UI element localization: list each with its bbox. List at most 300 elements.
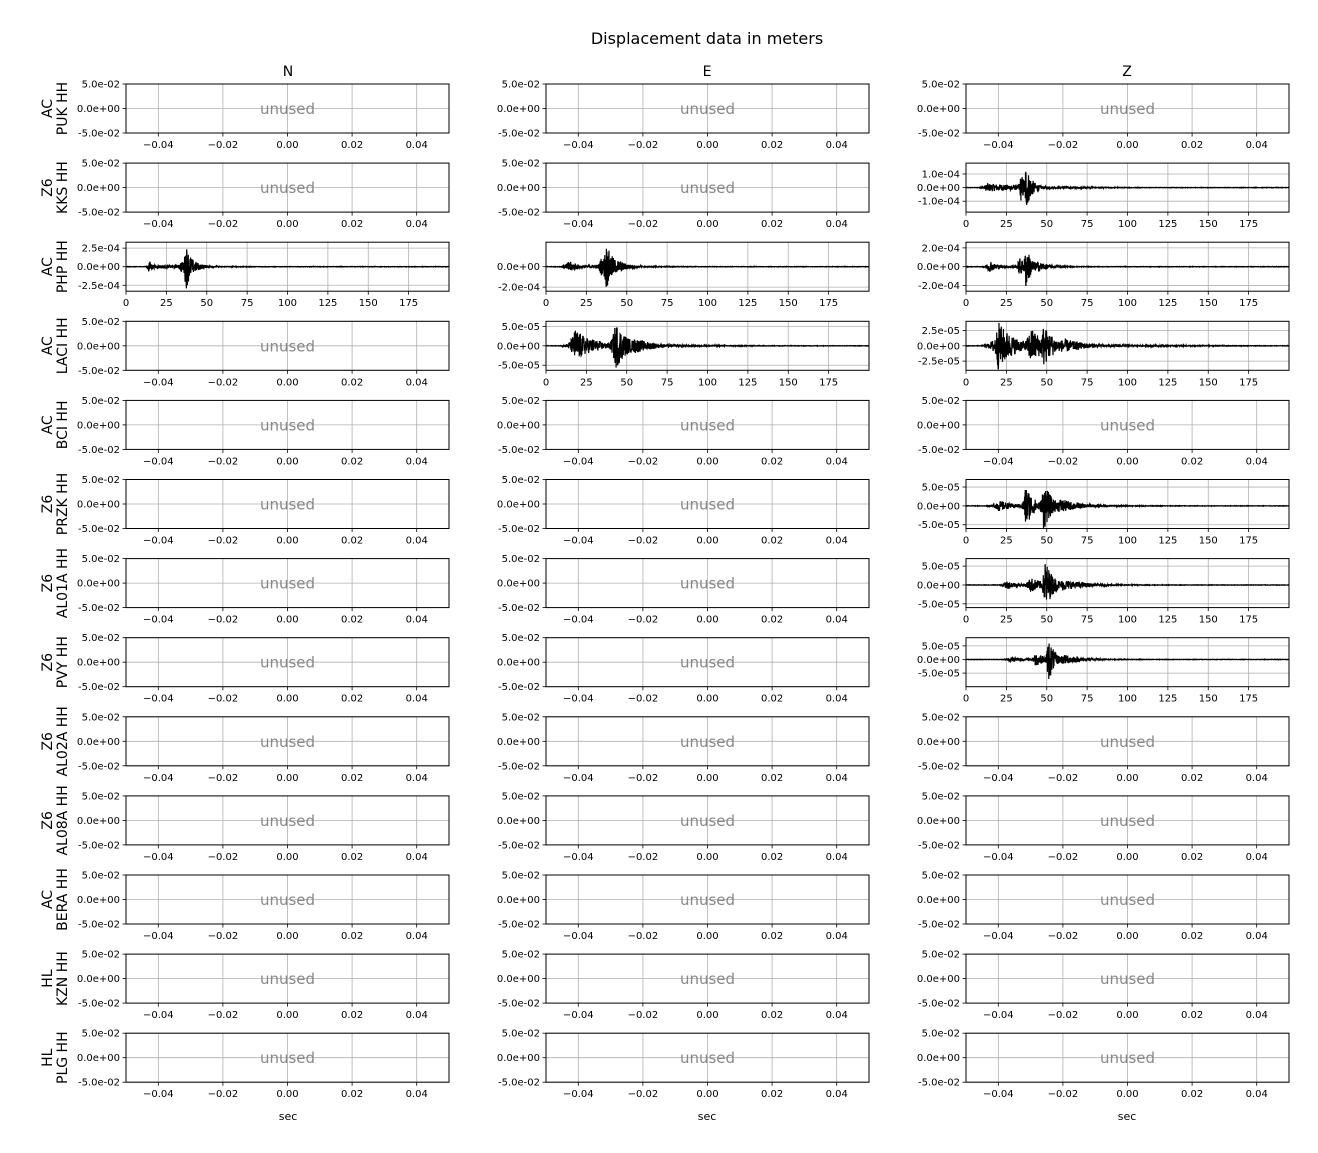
x-tick-label: 0.04 <box>405 851 428 863</box>
x-tick-label: −0.02 <box>207 1010 239 1022</box>
x-tick-label: −0.02 <box>207 535 239 547</box>
x-tick-label: 0.02 <box>340 931 364 942</box>
x-tick-label: 0.00 <box>696 851 719 863</box>
x-tick-label: 0.02 <box>340 219 364 231</box>
station-code-label: LACI HH <box>55 317 71 375</box>
x-tick-label: 0.04 <box>825 693 848 705</box>
x-tick-label: 150 <box>1198 614 1218 626</box>
x-tick-label: 0.02 <box>1180 851 1204 863</box>
y-tick-label: 5.0e-02 <box>81 395 120 407</box>
x-tick-label: 0.04 <box>825 219 848 231</box>
x-tick-label: 0.04 <box>405 456 428 468</box>
x-tick-label: 175 <box>819 298 839 310</box>
y-tick-label: -5.0e-02 <box>78 682 120 694</box>
station-label-1 <box>40 161 71 214</box>
y-tick-label: 5.0e-02 <box>501 633 540 645</box>
y-tick-label: 5.0e-05 <box>921 482 960 494</box>
y-tick-label: 5.0e-02 <box>921 791 960 803</box>
x-tick-label: 100 <box>697 298 718 310</box>
y-tick-label: 5.0e-02 <box>501 712 540 724</box>
y-tick-label: -5.0e-02 <box>918 998 960 1010</box>
panel-r7-e <box>497 633 869 705</box>
x-tick-label: −0.04 <box>982 456 1014 468</box>
y-tick-label: 0.0e+00 <box>76 104 120 115</box>
station-network-label: Z6 <box>40 811 56 830</box>
station-code-label: PRZK HH <box>55 472 71 536</box>
x-tick-label: 75 <box>1080 535 1094 547</box>
x-tick-label: 0.02 <box>760 931 784 942</box>
y-tick-label: 5.0e-02 <box>81 316 120 328</box>
x-tick-label: 0.02 <box>1180 931 1204 942</box>
x-tick-label: 175 <box>1239 614 1259 626</box>
x-tick-label: 0.00 <box>276 535 299 547</box>
panel-r0-z <box>917 80 1289 152</box>
y-tick-label: 0.0e+00 <box>916 654 960 666</box>
x-tick-label: 150 <box>1198 298 1218 310</box>
unused-panel-label: unused <box>679 100 736 118</box>
y-tick-label: 5.0e-02 <box>81 158 120 170</box>
x-tick-label: 100 <box>1117 377 1138 389</box>
panel-r11-e <box>497 950 869 1022</box>
station-label-0 <box>40 82 71 135</box>
y-tick-label: 5.0e-02 <box>921 870 960 882</box>
x-tick-label: −0.02 <box>1047 1089 1079 1101</box>
panel-r4-n <box>77 396 449 468</box>
unused-panel-label: unused <box>1099 416 1156 435</box>
x-tick-label: −0.04 <box>982 851 1014 863</box>
panel-r8-n <box>77 712 449 784</box>
station-network-label: HL <box>40 969 56 988</box>
x-tick-label: 0.02 <box>760 219 784 231</box>
x-tick-label: 0.00 <box>696 456 719 468</box>
x-tick-label: −0.02 <box>627 456 659 468</box>
x-tick-label: 25 <box>1000 535 1013 547</box>
y-tick-label: 0.0e+00 <box>76 341 120 353</box>
x-tick-label: 150 <box>1198 535 1218 547</box>
y-tick-label: 0.0e+00 <box>916 341 960 353</box>
y-tick-label: -5.0e-02 <box>918 128 960 140</box>
x-tick-label: 125 <box>738 298 758 310</box>
x-tick-label: −0.04 <box>142 931 174 942</box>
panel-r6-e <box>497 554 869 626</box>
station-code-label: PVY HH <box>55 636 71 689</box>
panel-r6-z <box>917 559 1289 626</box>
x-tick-label: 100 <box>1117 298 1138 310</box>
x-tick-label: −0.02 <box>1047 772 1079 784</box>
x-tick-label: 0.04 <box>405 140 428 151</box>
x-tick-label: 50 <box>620 377 634 389</box>
y-tick-label: 5.0e-05 <box>921 561 960 573</box>
x-tick-label: −0.04 <box>142 772 174 784</box>
y-tick-label: -5.0e-02 <box>498 444 540 456</box>
x-tick-label: 75 <box>1080 614 1094 626</box>
x-tick-label: 50 <box>1040 535 1054 547</box>
x-tick-label: 0.04 <box>405 535 428 547</box>
x-tick-label: −0.02 <box>627 219 659 231</box>
x-axis-label-e: sec <box>697 1110 717 1123</box>
x-tick-label: 150 <box>778 298 798 310</box>
y-tick-label: 5.0e-02 <box>501 870 540 882</box>
panel-r10-n <box>77 871 449 943</box>
y-tick-label: 0.0e+00 <box>496 183 540 195</box>
y-tick-label: -5.0e-02 <box>498 524 540 535</box>
x-tick-label: 0 <box>542 377 550 389</box>
y-tick-label: -5.0e-05 <box>918 599 960 611</box>
y-tick-label: 0.0e+00 <box>76 578 120 590</box>
x-tick-label: 0.02 <box>340 1089 364 1101</box>
panel-r10-z <box>917 871 1289 943</box>
y-tick-label: 0.0e+00 <box>496 815 540 827</box>
x-tick-label: 0.02 <box>760 456 784 468</box>
column-title-e: E <box>702 64 712 80</box>
y-tick-label: 0.0e+00 <box>916 420 960 432</box>
y-tick-label: 0.0e+00 <box>496 657 540 669</box>
x-axis-label-z: sec <box>1117 1110 1137 1123</box>
y-tick-label: 5.0e-02 <box>921 395 960 407</box>
y-tick-label: 5.0e-02 <box>501 554 540 566</box>
x-tick-label: 0.00 <box>1116 140 1139 151</box>
x-tick-label: 125 <box>738 377 758 389</box>
station-code-label: PUK HH <box>55 81 71 136</box>
station-code-label: PHP HH <box>55 240 71 294</box>
x-tick-label: −0.02 <box>207 1089 239 1101</box>
panel-r1-z <box>917 163 1289 230</box>
y-tick-label: -5.0e-02 <box>918 761 960 773</box>
unused-panel-label: unused <box>679 970 736 989</box>
unused-panel-label: unused <box>259 416 316 435</box>
x-tick-label: 100 <box>1117 693 1138 705</box>
station-label-2 <box>40 240 71 293</box>
x-tick-label: −0.02 <box>1047 851 1079 863</box>
unused-panel-label: unused <box>259 732 316 751</box>
unused-panel-label: unused <box>679 574 736 593</box>
x-tick-label: −0.02 <box>207 140 239 151</box>
y-tick-label: 5.0e-02 <box>921 949 960 961</box>
station-code-label: AL02A HH <box>55 706 71 777</box>
x-tick-label: 125 <box>1158 219 1178 231</box>
station-network-label: AC <box>40 415 56 435</box>
unused-panel-label: unused <box>679 179 736 198</box>
unused-panel-label: unused <box>1099 891 1156 909</box>
x-tick-label: 25 <box>1000 377 1013 389</box>
x-tick-label: 0.04 <box>405 614 428 626</box>
x-tick-label: 0.00 <box>276 693 299 705</box>
x-tick-label: 50 <box>1040 298 1054 310</box>
y-tick-label: 0.0e+00 <box>496 578 540 590</box>
panel-r12-z <box>917 1029 1289 1101</box>
y-tick-label: 0.0e+00 <box>916 815 960 827</box>
x-tick-label: −0.04 <box>562 140 594 151</box>
y-tick-label: 5.0e-02 <box>81 79 120 91</box>
x-tick-label: 75 <box>240 298 254 310</box>
y-tick-label: 5.0e-05 <box>501 321 540 333</box>
x-tick-label: 125 <box>318 298 338 310</box>
panel-r12-e <box>497 1029 869 1101</box>
station-label-8 <box>40 706 71 776</box>
x-tick-label: 50 <box>200 298 214 310</box>
x-tick-label: 0.04 <box>1245 1010 1268 1022</box>
y-tick-label: -5.0e-02 <box>78 444 120 456</box>
unused-panel-label: unused <box>1099 1049 1156 1068</box>
x-tick-label: 75 <box>660 377 674 389</box>
x-tick-label: −0.02 <box>627 1010 659 1022</box>
x-tick-label: −0.04 <box>142 614 174 626</box>
x-tick-label: 75 <box>660 298 674 310</box>
x-tick-label: 0 <box>542 298 550 310</box>
x-tick-label: −0.02 <box>207 219 239 231</box>
x-tick-label: 0.02 <box>340 535 364 547</box>
station-code-label: BERA HH <box>55 868 71 931</box>
y-tick-label: -5.0e-02 <box>498 1077 540 1089</box>
panel-r0-e <box>497 80 869 152</box>
unused-panel-label: unused <box>679 653 736 672</box>
x-tick-label: −0.04 <box>982 140 1014 151</box>
unused-panel-label: unused <box>259 970 316 989</box>
y-tick-label: -5.0e-02 <box>918 919 960 931</box>
y-tick-label: -5.0e-02 <box>78 524 120 535</box>
x-tick-label: 0.04 <box>1245 851 1268 863</box>
x-tick-label: 0.04 <box>825 456 848 468</box>
unused-panel-label: unused <box>1099 811 1156 830</box>
x-tick-label: 0.04 <box>825 1089 848 1101</box>
station-network-label: AC <box>40 889 56 910</box>
y-tick-label: 0.0e+00 <box>916 262 960 274</box>
x-tick-label: 0.02 <box>760 772 784 784</box>
x-tick-label: −0.04 <box>982 1089 1014 1101</box>
panel-r2-e <box>497 242 869 309</box>
x-tick-label: 100 <box>1117 535 1138 547</box>
x-tick-label: 50 <box>620 298 634 310</box>
y-tick-label: -5.0e-02 <box>498 840 540 852</box>
y-tick-label: 5.0e-02 <box>921 79 960 91</box>
y-tick-label: -5.0e-02 <box>918 444 960 456</box>
y-tick-label: 0.0e+00 <box>496 1053 540 1065</box>
x-tick-label: −0.02 <box>1047 140 1079 151</box>
y-tick-label: 0.0e+00 <box>916 974 960 986</box>
x-tick-label: 0.02 <box>340 614 364 626</box>
x-tick-label: 75 <box>1080 298 1094 310</box>
x-tick-label: 0.00 <box>696 535 719 547</box>
x-tick-label: −0.02 <box>1047 931 1079 942</box>
panel-r7-z <box>917 638 1289 705</box>
x-tick-label: −0.04 <box>562 931 594 942</box>
x-tick-label: 25 <box>580 298 593 310</box>
x-tick-label: −0.04 <box>562 1010 594 1022</box>
unused-panel-label: unused <box>679 495 736 514</box>
x-tick-label: 0.04 <box>1245 456 1268 468</box>
station-label-11 <box>40 951 71 1006</box>
panel-r7-n <box>77 633 449 705</box>
y-tick-label: 5.0e-02 <box>81 712 120 724</box>
column-title-n: N <box>282 64 294 80</box>
y-tick-label: 0.0e+00 <box>496 974 540 986</box>
y-tick-label: 0.0e+00 <box>916 183 960 195</box>
x-tick-label: −0.02 <box>627 931 659 942</box>
y-tick-label: -5.0e-02 <box>78 128 120 140</box>
y-tick-label: 0.0e+00 <box>916 736 960 748</box>
y-tick-label: 0.0e+00 <box>76 736 120 748</box>
unused-panel-label: unused <box>679 811 736 830</box>
station-label-12 <box>40 1031 71 1084</box>
x-tick-label: 0.00 <box>696 931 719 942</box>
station-label-4 <box>40 401 71 450</box>
x-tick-label: 0.00 <box>1116 456 1139 468</box>
station-label-9 <box>40 785 71 855</box>
x-tick-label: 0.04 <box>1245 772 1268 784</box>
y-tick-label: 0.0e+00 <box>76 657 120 669</box>
unused-panel-label: unused <box>679 416 736 435</box>
x-tick-label: 0.00 <box>1116 772 1139 784</box>
y-tick-label: 0.0e+00 <box>496 341 540 353</box>
x-tick-label: −0.02 <box>1047 456 1079 468</box>
x-tick-label: 100 <box>697 377 718 389</box>
x-tick-label: −0.04 <box>142 1089 174 1101</box>
x-tick-label: 150 <box>1198 219 1218 231</box>
column-title-z: Z <box>1122 64 1132 80</box>
station-network-label: AC <box>40 98 56 119</box>
y-tick-label: 5.0e-02 <box>501 395 540 407</box>
station-code-label: PLG HH <box>55 1031 71 1085</box>
x-tick-label: 75 <box>1080 219 1094 231</box>
x-tick-label: −0.04 <box>562 614 594 626</box>
x-tick-label: −0.02 <box>627 535 659 547</box>
panel-r1-e <box>497 159 869 231</box>
x-tick-label: 0.02 <box>340 693 364 705</box>
x-tick-label: 0 <box>962 298 970 310</box>
panel-r4-e <box>497 396 869 468</box>
x-tick-label: 125 <box>1158 535 1178 547</box>
x-tick-label: −0.02 <box>627 693 659 705</box>
x-tick-label: 0.02 <box>760 614 784 626</box>
y-tick-label: 0.0e+00 <box>76 183 120 195</box>
x-tick-label: 100 <box>1117 614 1138 626</box>
station-label-10 <box>40 868 71 931</box>
x-tick-label: 0.02 <box>340 1010 364 1022</box>
panel-r4-z <box>917 396 1289 468</box>
y-tick-label: -5.0e-02 <box>78 919 120 931</box>
y-tick-label: 0.0e+00 <box>496 104 540 115</box>
x-tick-label: −0.02 <box>207 377 239 389</box>
y-tick-label: 5.0e-02 <box>81 870 120 882</box>
unused-panel-label: unused <box>259 337 316 356</box>
x-tick-label: −0.02 <box>207 614 239 626</box>
y-tick-label: 0.0e+00 <box>76 1053 120 1065</box>
y-tick-label: 0.0e+00 <box>916 104 960 115</box>
x-tick-label: −0.02 <box>207 772 239 784</box>
unused-panel-label: unused <box>679 891 736 909</box>
x-tick-label: 75 <box>1080 693 1094 705</box>
x-tick-label: −0.04 <box>982 1010 1014 1022</box>
x-tick-label: 150 <box>358 298 378 310</box>
x-tick-label: 0.02 <box>1180 1010 1204 1022</box>
panel-r9-z <box>917 791 1289 863</box>
x-tick-label: −0.04 <box>562 535 594 547</box>
x-tick-label: 50 <box>1040 377 1054 389</box>
y-tick-label: 5.0e-02 <box>501 1028 540 1040</box>
y-tick-label: 0.0e+00 <box>916 501 960 513</box>
x-tick-label: −0.04 <box>562 693 594 705</box>
x-tick-label: 0.04 <box>405 931 428 942</box>
x-tick-label: 0.04 <box>405 377 428 389</box>
station-code-label: BCI HH <box>55 400 71 450</box>
x-tick-label: −0.02 <box>627 1089 659 1101</box>
x-tick-label: −0.04 <box>142 535 174 547</box>
x-tick-label: 100 <box>1117 219 1138 231</box>
x-tick-label: 0.00 <box>276 851 299 863</box>
x-tick-label: 0.00 <box>696 772 719 784</box>
x-tick-label: 0.00 <box>276 772 299 784</box>
x-tick-label: 25 <box>1000 298 1013 310</box>
x-tick-label: 0.04 <box>405 219 428 231</box>
y-tick-label: 0.0e+00 <box>916 580 960 592</box>
x-tick-label: 0.02 <box>1180 1089 1204 1101</box>
unused-panel-label: unused <box>259 1049 316 1068</box>
x-tick-label: 0.02 <box>760 851 784 863</box>
station-network-label: Z6 <box>40 652 56 672</box>
x-tick-label: −0.04 <box>562 456 594 468</box>
y-tick-label: 0.0e+00 <box>76 974 120 986</box>
x-tick-label: 0.04 <box>1245 1089 1268 1101</box>
panel-r5-n <box>77 475 449 547</box>
x-tick-label: −0.02 <box>207 456 239 468</box>
x-tick-label: 0.04 <box>825 535 848 547</box>
y-tick-label: 5.0e-02 <box>81 475 120 486</box>
x-tick-label: 0.04 <box>1245 140 1268 151</box>
y-tick-label: 5.0e-02 <box>501 949 540 961</box>
panel-r9-e <box>497 791 869 863</box>
x-tick-label: 0.00 <box>276 1089 299 1101</box>
panel-r6-n <box>77 554 449 626</box>
x-tick-label: 0.02 <box>1180 772 1204 784</box>
x-tick-label: 0.00 <box>276 456 299 468</box>
y-tick-label: -5.0e-02 <box>498 207 540 219</box>
x-tick-label: 125 <box>1158 614 1178 626</box>
y-tick-label: 0.0e+00 <box>916 895 960 906</box>
panel-r9-n <box>77 791 449 863</box>
y-tick-label: 0.0e+00 <box>76 499 120 511</box>
y-tick-label: -5.0e-02 <box>498 128 540 140</box>
panel-r10-e <box>497 871 869 943</box>
x-tick-label: 0.00 <box>1116 931 1139 942</box>
y-tick-label: 5.0e-02 <box>81 791 120 803</box>
y-tick-label: 0.0e+00 <box>916 1053 960 1065</box>
x-tick-label: −0.04 <box>982 931 1014 942</box>
y-tick-label: 0.0e+00 <box>496 420 540 432</box>
panel-r5-z <box>917 480 1289 547</box>
x-tick-label: 125 <box>1158 298 1178 310</box>
x-tick-label: 0.02 <box>760 535 784 547</box>
y-tick-label: 0.0e+00 <box>76 262 120 274</box>
x-tick-label: 0.02 <box>760 1010 784 1022</box>
x-tick-label: 0.02 <box>340 456 364 468</box>
station-label-6 <box>40 548 71 618</box>
x-tick-label: 0.00 <box>1116 1010 1139 1022</box>
unused-panel-label: unused <box>259 574 316 593</box>
y-tick-label: 2.5e-05 <box>921 325 960 337</box>
unused-panel-label: unused <box>1099 100 1156 118</box>
x-tick-label: 0.04 <box>405 1010 428 1022</box>
y-tick-label: -5.0e-02 <box>78 761 120 773</box>
y-tick-label: 0.0e+00 <box>76 420 120 432</box>
x-tick-label: −0.04 <box>142 377 174 389</box>
panel-r2-n <box>77 242 449 309</box>
unused-panel-label: unused <box>259 100 316 118</box>
y-tick-label: 5.0e-02 <box>81 1028 120 1040</box>
x-tick-label: 150 <box>1198 693 1218 705</box>
panel-r11-n <box>77 950 449 1022</box>
x-tick-label: 0.00 <box>276 377 299 389</box>
station-network-label: AC <box>40 336 56 356</box>
